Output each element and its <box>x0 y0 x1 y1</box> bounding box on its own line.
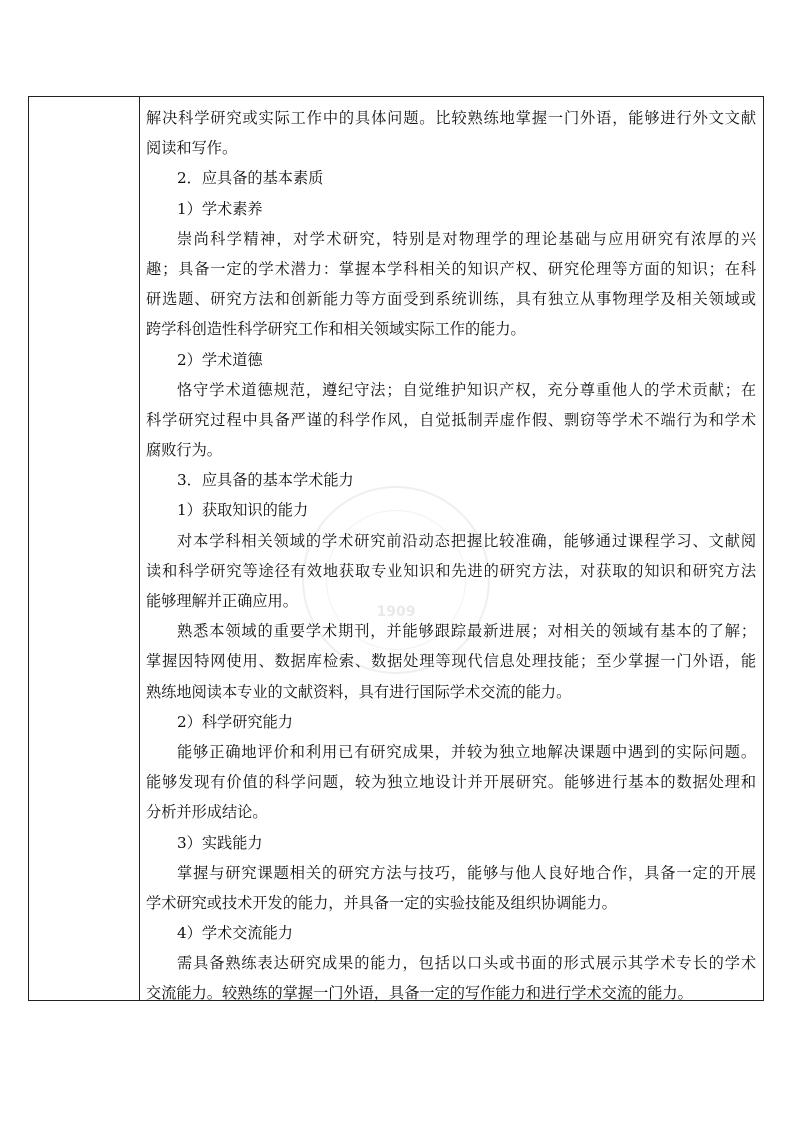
text-line: 能够理解并正确应用。 <box>146 592 298 610</box>
text-line: 交流能力。较熟练的掌握一门外语，具备一定的写作能力和进行学术交流的能力。 <box>146 984 693 1003</box>
text-line: 熟悉本领域的重要学术期刊，并能够跟踪最新进展；对相关的领域有基本的了解； <box>177 622 756 641</box>
text-line: 趣；具备一定的学术潜力：掌握本学科相关的知识产权、研究伦理等方面的知识；在科 <box>146 259 756 278</box>
text-line: 能够正确地评价和利用已有研究成果，并较为独立地解决课题中遇到的实际问题。 <box>177 742 756 761</box>
text-line: 需具备熟练表达研究成果的能力，包括以口头或书面的形式展示其学术专长的学术 <box>177 954 756 973</box>
text-line: 跨学科创造性科学研究工作和相关领域实际工作的能力。 <box>146 320 526 339</box>
text-line: 1）学术素养 <box>177 199 263 218</box>
text-line: 读和科学研究等途径有效地获取专业知识和先进的研究方法，对获取的知识和研究方法 <box>146 561 756 580</box>
seal-year: 1909 <box>376 604 416 620</box>
text-line: 学术研究或技术开发的能力，并具备一定的实验技能及组织协调能力。 <box>146 893 617 912</box>
text-line: 2）科学研究能力 <box>177 712 293 731</box>
text-line: 腐败行为。 <box>146 441 222 460</box>
text-line: 崇尚科学精神，对学术研究，特别是对物理学的理论基础与应用研究有浓厚的兴 <box>177 229 756 248</box>
column-divider <box>139 97 140 1000</box>
text-line: 掌握与研究课题相关的研究方法与技巧，能够与他人良好地合作，具备一定的开展 <box>177 863 756 882</box>
text-line: 阅读和写作。 <box>146 139 238 158</box>
text-line: 3）实践能力 <box>177 833 263 852</box>
text-line: 2．应具备的基本素质 <box>177 169 324 188</box>
text-line: 研选题、研究方法和创新能力等方面受到系统训练，具有独立从事物理学及相关领域或 <box>146 290 756 309</box>
text-line: 2）学术道德 <box>177 350 263 369</box>
text-line: 对本学科相关领域的学术研究前沿动态把握比较准确，能够通过课程学习、文献阅 <box>177 531 756 550</box>
text-line: 1）获取知识的能力 <box>177 501 309 520</box>
text-line: 3．应具备的基本学术能力 <box>177 471 354 490</box>
seal-inner-ring <box>326 510 466 650</box>
text-line: 科学研究过程中具备严谨的科学作风，自觉抵制弄虚作假、剽窃等学术不端行为和学术 <box>146 410 756 429</box>
text-line: 解决科学研究或实际工作中的具体问题。比较熟练地掌握一门外语，能够进行外文文献 <box>146 109 756 127</box>
text-line: 分析并形成结论。 <box>146 803 268 822</box>
text-line: 恪守学术道德规范，遵纪守法；自觉维护知识产权，充分尊重他人的学术贡献；在 <box>177 380 756 399</box>
text-line: 掌握因特网使用、数据库检索、数据处理等现代信息处理技能；至少掌握一门外语，能 <box>146 652 756 671</box>
text-line: 能够发现有价值的科学问题，较为独立地设计并开展研究。能够进行基本的数据处理和 <box>146 773 756 792</box>
text-line: 熟练地阅读本专业的文献资料，具有进行国际学术交流的能力。 <box>146 682 572 701</box>
text-line: 4）学术交流能力 <box>177 924 293 943</box>
university-seal-watermark <box>302 486 490 674</box>
